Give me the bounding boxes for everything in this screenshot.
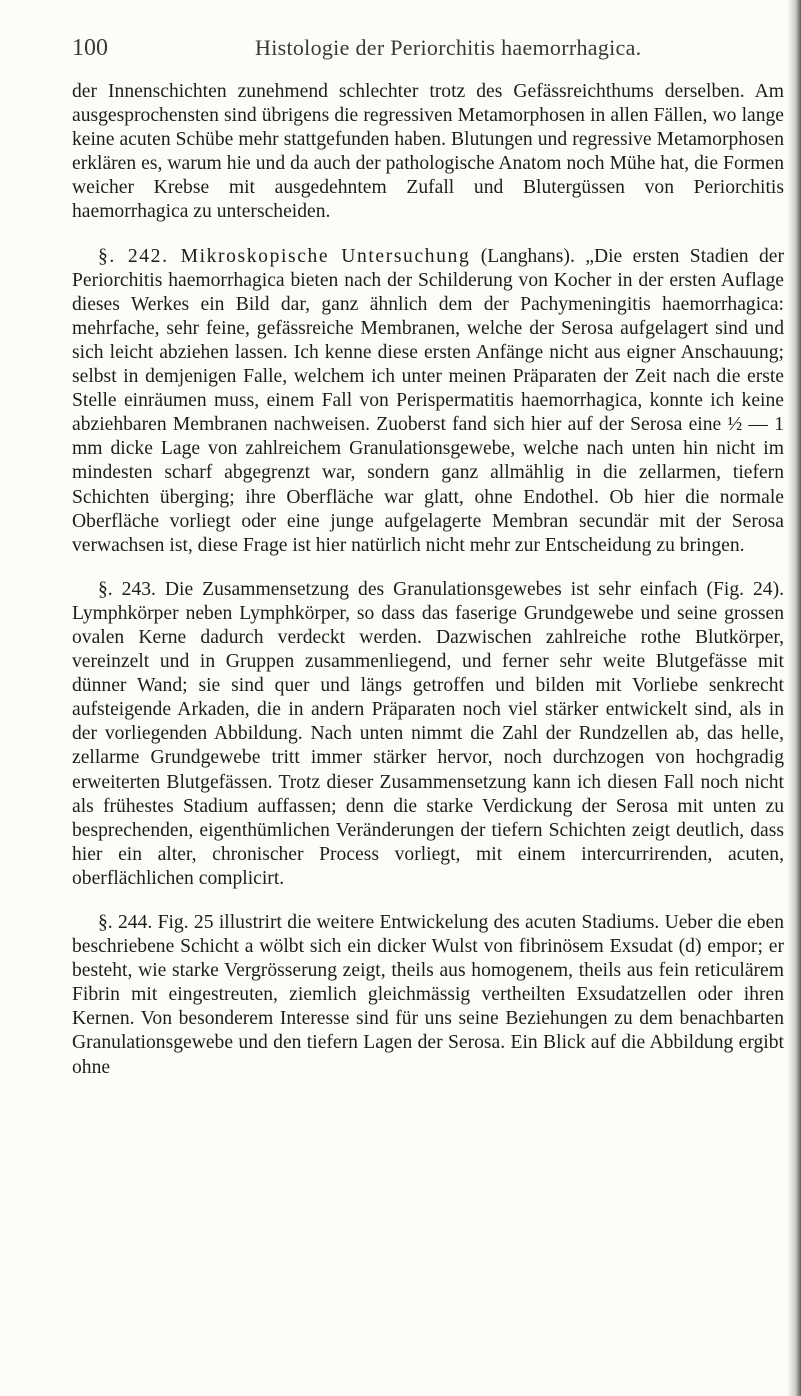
- paragraph-text: §. 243. Die Zusammensetzung des Granulationsgewebes ist sehr einfach (Fig. 24). Lymphkörper neben Lymphkörper, so dass das faserige Grundgewebe und seine grossen ovalen Kerne dadurch verdeckt werden. Dazwischen zahlreiche rothe Blutkörper, vereinzelt und in Gruppen zusammenliegend, und ferner sehr weite Blutgefässe mit dünner Wand; sie sind quer und längs getroffen und bilden mit Vorliebe senkrecht aufsteigende Arkaden, die in andern Präparaten noch viel stärker entwickelt sind, als in der vorliegenden Abbildung. Nach unten nimmt die Zahl der Rundzellen ab, das helle, zellarme Grundgewebe tritt immer stärker hervor, noch durchzogen von hochgradig erweiterten Blutgefässen. Trotz dieser Zusammensetzung kann ich diesen Fall noch nicht als frühestes Stadium auffassen; denn die starke Verdickung der Serosa mit unten zu besprechenden, eigenthümlichen Veränderungen der tiefern Schichten zeigt deutlich, dass hier ein alter, chronischer Process vorliegt, mit einem intercurrirenden, acuten, oberflächlichen complicirt.: [72, 578, 784, 889]
- paragraph-text: §. 244. Fig. 25 illustrirt die weitere Entwickelung des acuten Stadiums. Ueber die eben beschriebene Schicht a wölbt sich ein dicker Wulst von fibrinösem Exsudat (d) empor; er besteht, wie starke Vergrösserung zeigt, theils aus homogenem, theils aus fein reticulärem Fibrin mit eingestreuten, ziemlich gleichmässig vertheilten Exsudatzellen oder ihren Kernen. Von besonderem Interesse sind für uns seine Beziehungen zu dem benachbarten Granulationsgewebe und den tiefern Lagen der Serosa. Ein Blick auf die Abbildung ergibt ohne: [72, 912, 784, 1078]
- paragraph-continuation: [72, 80, 784, 225]
- running-title: Histologie der Periorchitis haemorrhagica.: [255, 35, 642, 60]
- paragraph-section-244: [72, 911, 784, 1080]
- paragraph-text: der Innenschichten zunehmend schlechter trotz des Gefässreichthums derselben. Am ausgesprochensten sind übrigens die regressiven Metamorphosen in allen Fällen, wo lange keine acuten Schübe mehr stattgefunden haben. Blutungen und regressive Metamorphosen erklären es, warum hie und da auch der pathologische Anatom noch Mühe hat, die Formen weicher Krebse mit ausgedehntem Zufall und Blutergüssen von Periorchitis haemorrhagica zu unterscheiden.: [72, 81, 784, 223]
- paragraph-section-242: [72, 245, 784, 558]
- page-edge-shadow: [787, 0, 801, 1396]
- page-header: [72, 28, 772, 68]
- paragraph-section-243: [72, 578, 784, 891]
- page-number: 100: [72, 35, 108, 61]
- paragraph-text: (Langhans). „Die ersten Stadien der Periorchitis haemorrhagica bieten nach der Schilderung von Kocher in der ersten Auflage dieses Werkes ein Bild dar, ganz ähnlich dem der Pachymeningitis haemorrhagica: mehrfache, sehr feine, gefässreiche Membranen, welche der Serosa aufgelagert sind und sich leicht abziehen lassen. Ich kenne diese ersten Anfänge nicht aus eigner Anschauung; selbst in demjenigen Falle, welchem ich unter meinen Präparaten der Zeit nach die erste Stelle einräumen muss, einem Fall von Perispermatitis haemorrhagica, konnte ich keine abziehbaren Membranen nachweisen. Zuoberst fand sich hier auf der Serosa eine ½ — 1 mm dicke Lage von zahlreichem Granulationsgewebe, welche nach unten hin nicht im mindesten scharf abgegrenzt war, sondern ganz allmählig in die zellarmen, tiefern Schichten überging; ihre Oberfläche war glatt, ohne Endothel. Ob hier die normale Oberfläche vorliegt oder eine junge aufgelagerte Membran secundär mit der Serosa verwachsen ist, diese Frage ist hier natürlich nicht mehr zur Entscheidung zu bringen.: [72, 245, 784, 556]
- body-text: [72, 80, 784, 1080]
- section-heading: §. 242. Mikroskopische Untersuchung: [98, 245, 471, 267]
